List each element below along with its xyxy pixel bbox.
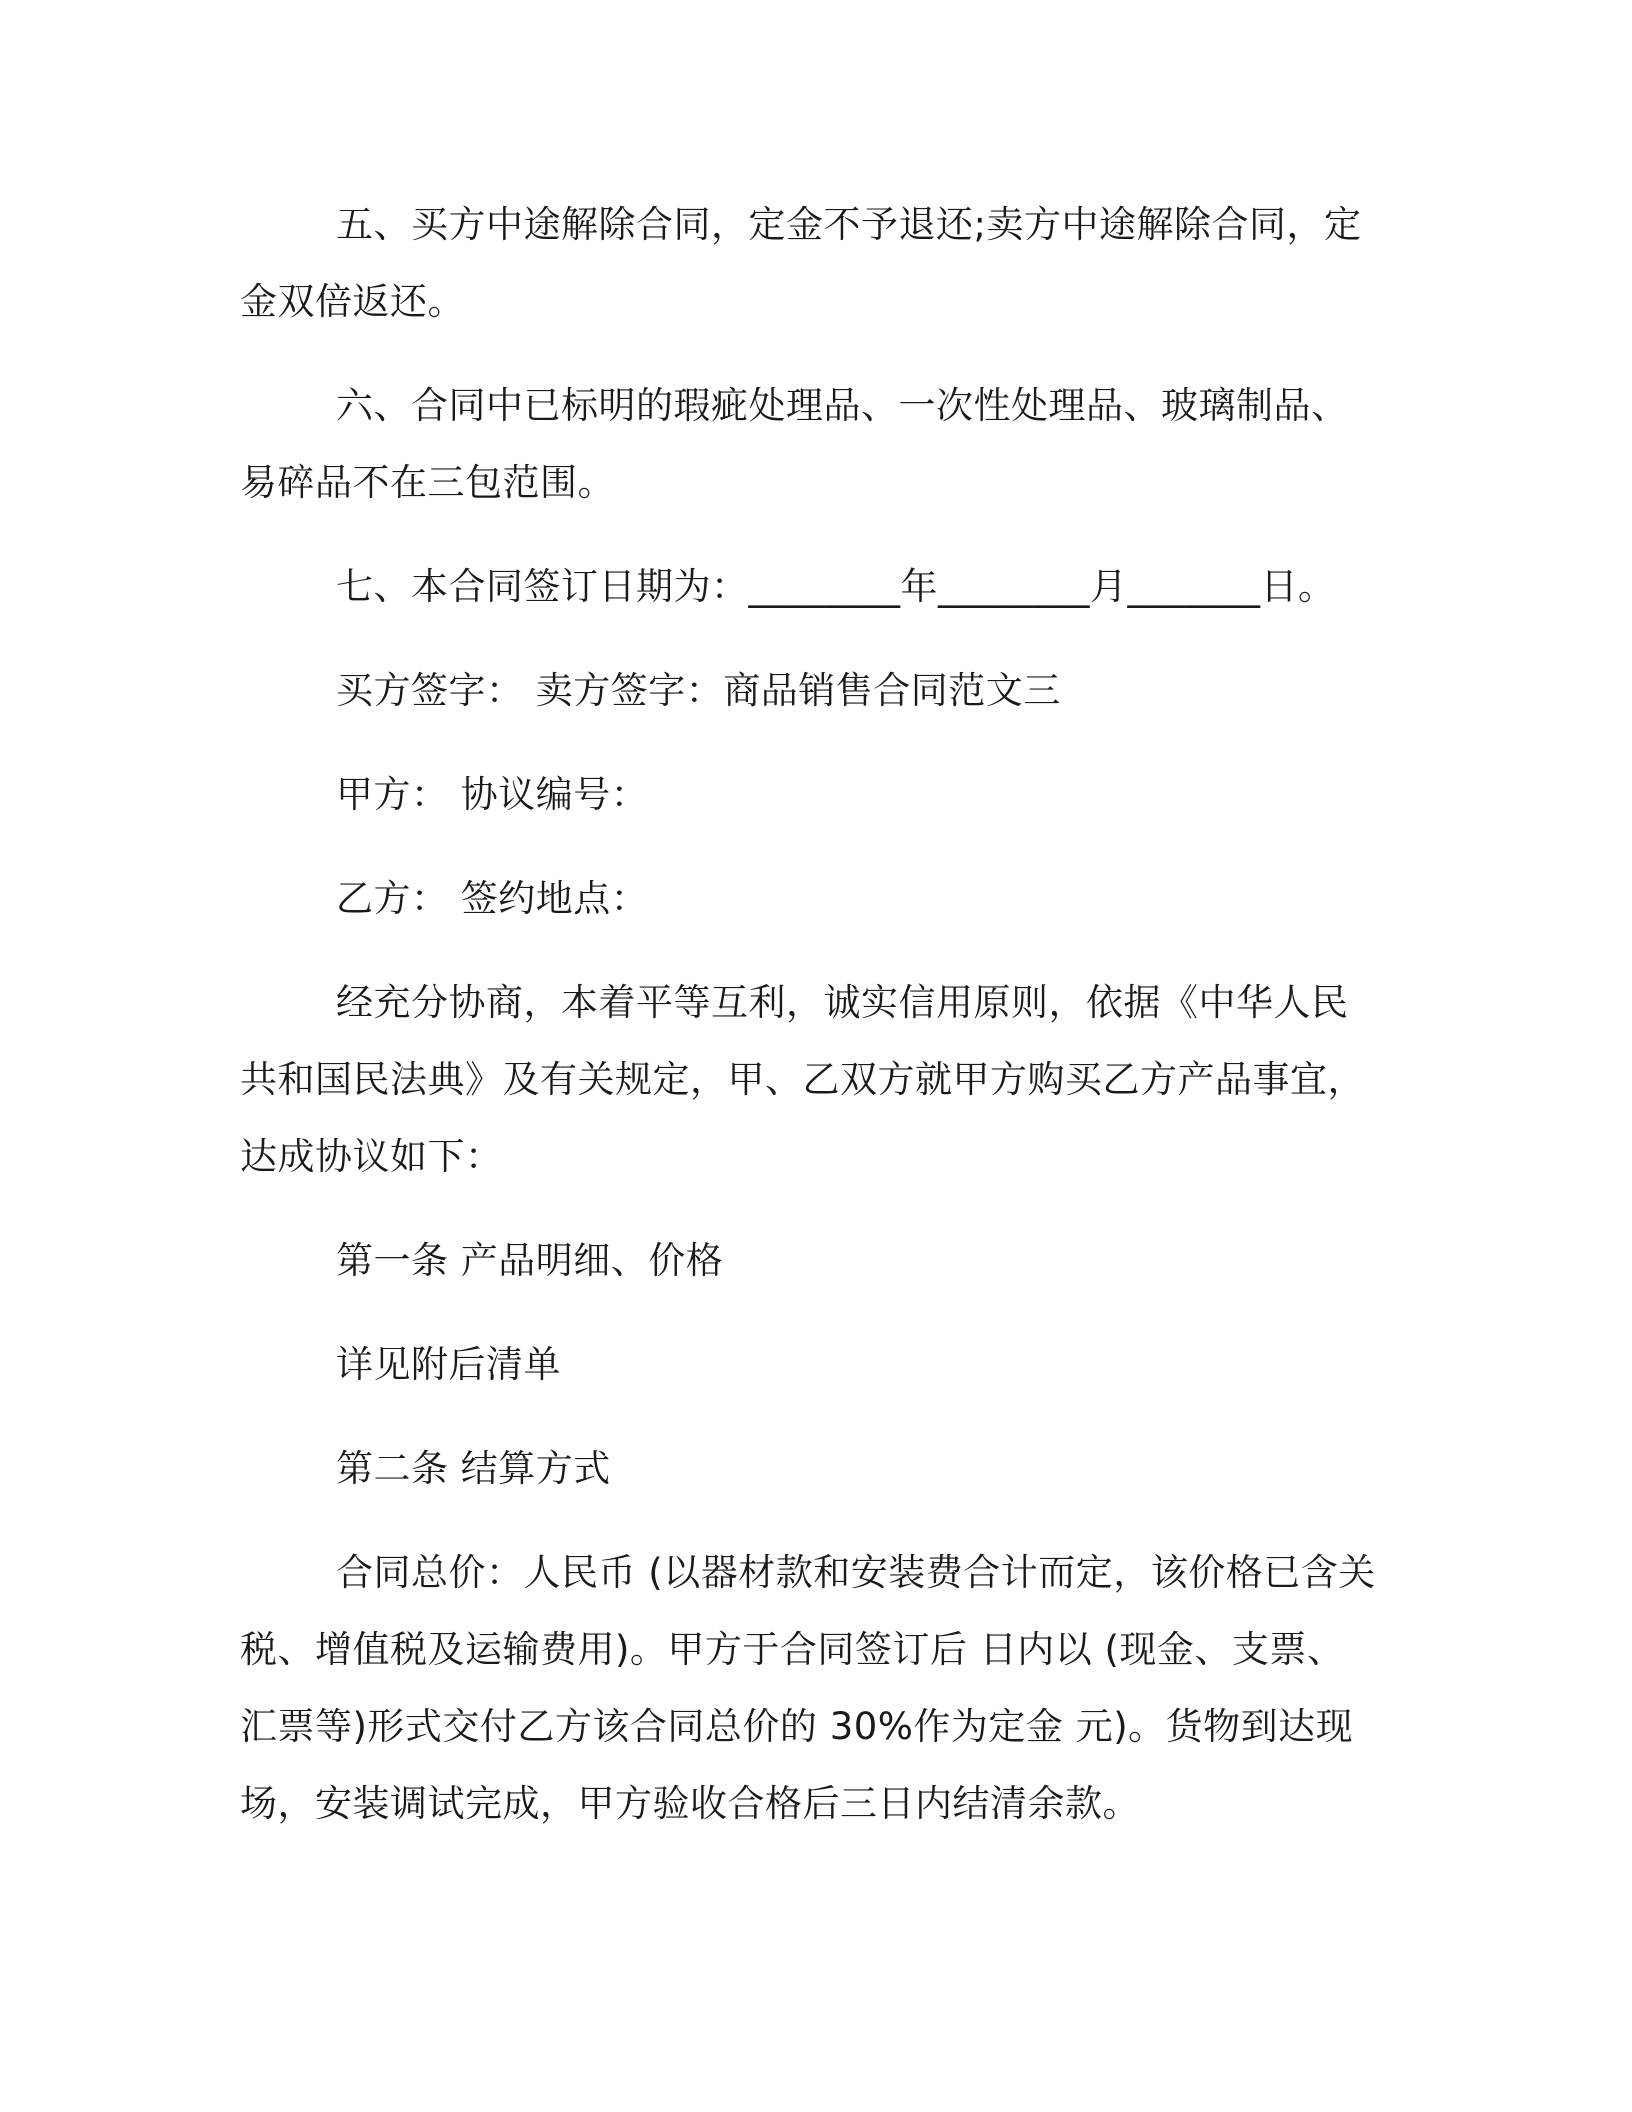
clause-6-paragraph: 六、合同中已标明的瑕疵处理品、一次性处理品、玻璃制品、易碎品不在三包范围。 [240,384,1349,504]
party-b-line: 乙方： 签约地点： [336,877,649,920]
clause-7-signing-date: 七、本合同签订日期为：________年________月_______日。 [336,565,1336,608]
article-1-heading: 第一条 产品明细、价格 [336,1239,724,1282]
article-1-body: 详见附后清单 [336,1343,561,1386]
clause-5-paragraph: 五、买方中途解除合同，定金不予退还;卖方中途解除合同，定金双倍返还。 [240,203,1362,323]
article-2-body: 合同总价：人民币 (以器材款和安装费合计而定，该价格已含关税、增值税及运输费用)。甲方于合同签订后 日内以 (现金、支票、汇票等)形式交付乙方该合同总价的 30%作为定金 元)。货物到达现场，安装调试完成，甲方验收合格后三日内结清余款。 [240,1551,1376,1825]
article-2-heading: 第二条 结算方式 [336,1447,611,1490]
preamble-paragraph: 经充分协商，本着平等互利，诚实信用原则，依据《中华人民共和国民法典》及有关规定，甲、乙双方就甲方购买乙方产品事宜，达成协议如下： [240,981,1365,1178]
signature-line: 买方签字： 卖方签字：商品销售合同范文三 [336,669,1061,712]
party-a-line: 甲方： 协议编号： [336,773,649,816]
document-body [240,186,1380,1869]
